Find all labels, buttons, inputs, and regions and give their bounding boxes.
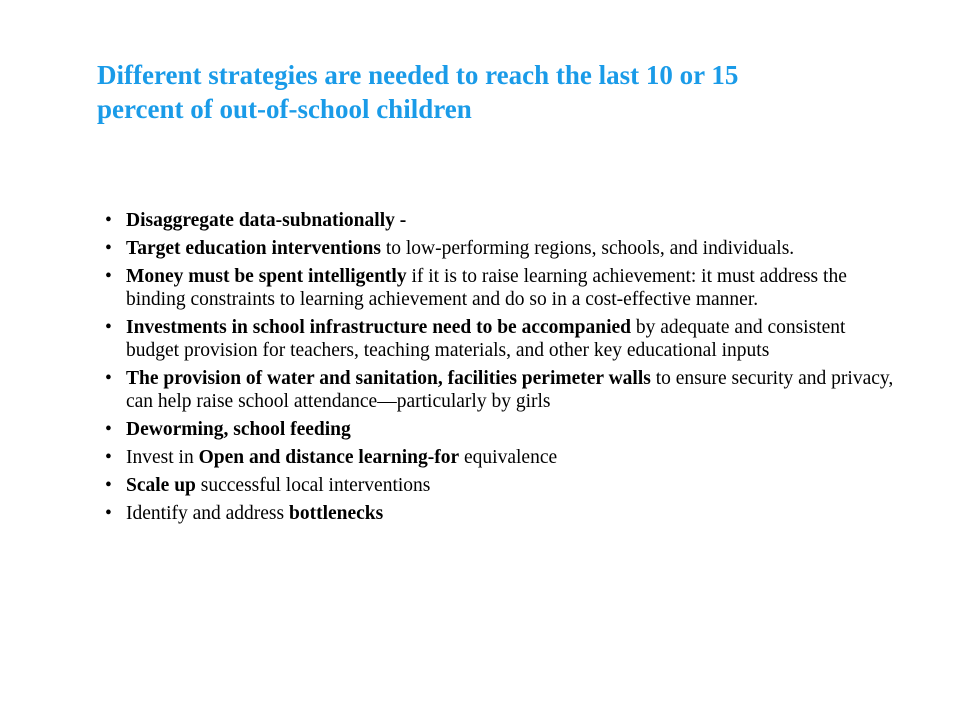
bullet-item-disaggregate-data [105, 209, 895, 232]
bullet-text: to ensure security and privacy, can help raise school attendance—particularly by girls [126, 368, 894, 412]
bullet-item-scale-up [105, 474, 895, 497]
bullet-text: if it is to raise learning achievement: it must address the binding constraints to learning achievement and do so in a cost-effective manner. [126, 266, 847, 310]
bullet-text: successful local interventions [195, 475, 431, 496]
bullet-item-target-interventions [105, 237, 895, 260]
bullet-item-infrastructure [105, 316, 895, 362]
bullet-bold-text: The provision of water and sanitation, facilities perimeter walls [126, 368, 651, 389]
bullet-item-deworming [105, 418, 895, 441]
bullet-text: equivalence [459, 447, 558, 468]
bullet-bold-text: Money must be spent intelligently [126, 266, 407, 287]
bullet-bold-text: Open and distance learning-for [198, 447, 460, 468]
bullet-bold-text: Scale up [126, 475, 196, 496]
bullet-dot-icon: • [105, 317, 112, 338]
bullet-item-water-sanitation [105, 367, 895, 413]
bullet-item-open-distance-learning [105, 446, 895, 469]
bullet-dot-icon: • [105, 447, 112, 468]
bullet-dot-icon: • [105, 210, 112, 231]
bullet-text-prefix: Invest in [126, 447, 199, 468]
slide-title-line-1: Different strategies are needed to reach the last 10 or 15 [97, 60, 739, 90]
bullet-bold-text: Target education interventions [126, 238, 381, 259]
slide-title-line-2: percent of out-of-school children [97, 94, 472, 124]
bullet-bold-text: Deworming, school feeding [126, 419, 351, 440]
bullet-dot-icon: • [105, 475, 112, 496]
bullet-list [105, 209, 895, 530]
bullet-dot-icon: • [105, 503, 112, 524]
bullet-item-money-spent [105, 265, 895, 311]
bullet-text: to low-performing regions, schools, and individuals. [380, 238, 795, 259]
bullet-dot-icon: • [105, 266, 112, 287]
bullet-text: by adequate and consistent budget provision for teachers, teaching materials, and other key educational inputs [126, 317, 846, 361]
bullet-dot-icon: • [105, 238, 112, 259]
bullet-bold-text: Investments in school infrastructure need to be accompanied [126, 317, 631, 338]
bullet-dot-icon: • [105, 368, 112, 389]
bullet-bold-text: bottlenecks [289, 503, 384, 524]
bullet-dot-icon: • [105, 419, 112, 440]
bullet-bold-text: Disaggregate data-subnationally - [126, 210, 407, 231]
bullet-text-prefix: Identify and address [126, 503, 289, 524]
bullet-item-bottlenecks [105, 502, 895, 525]
slide-title [97, 58, 897, 126]
